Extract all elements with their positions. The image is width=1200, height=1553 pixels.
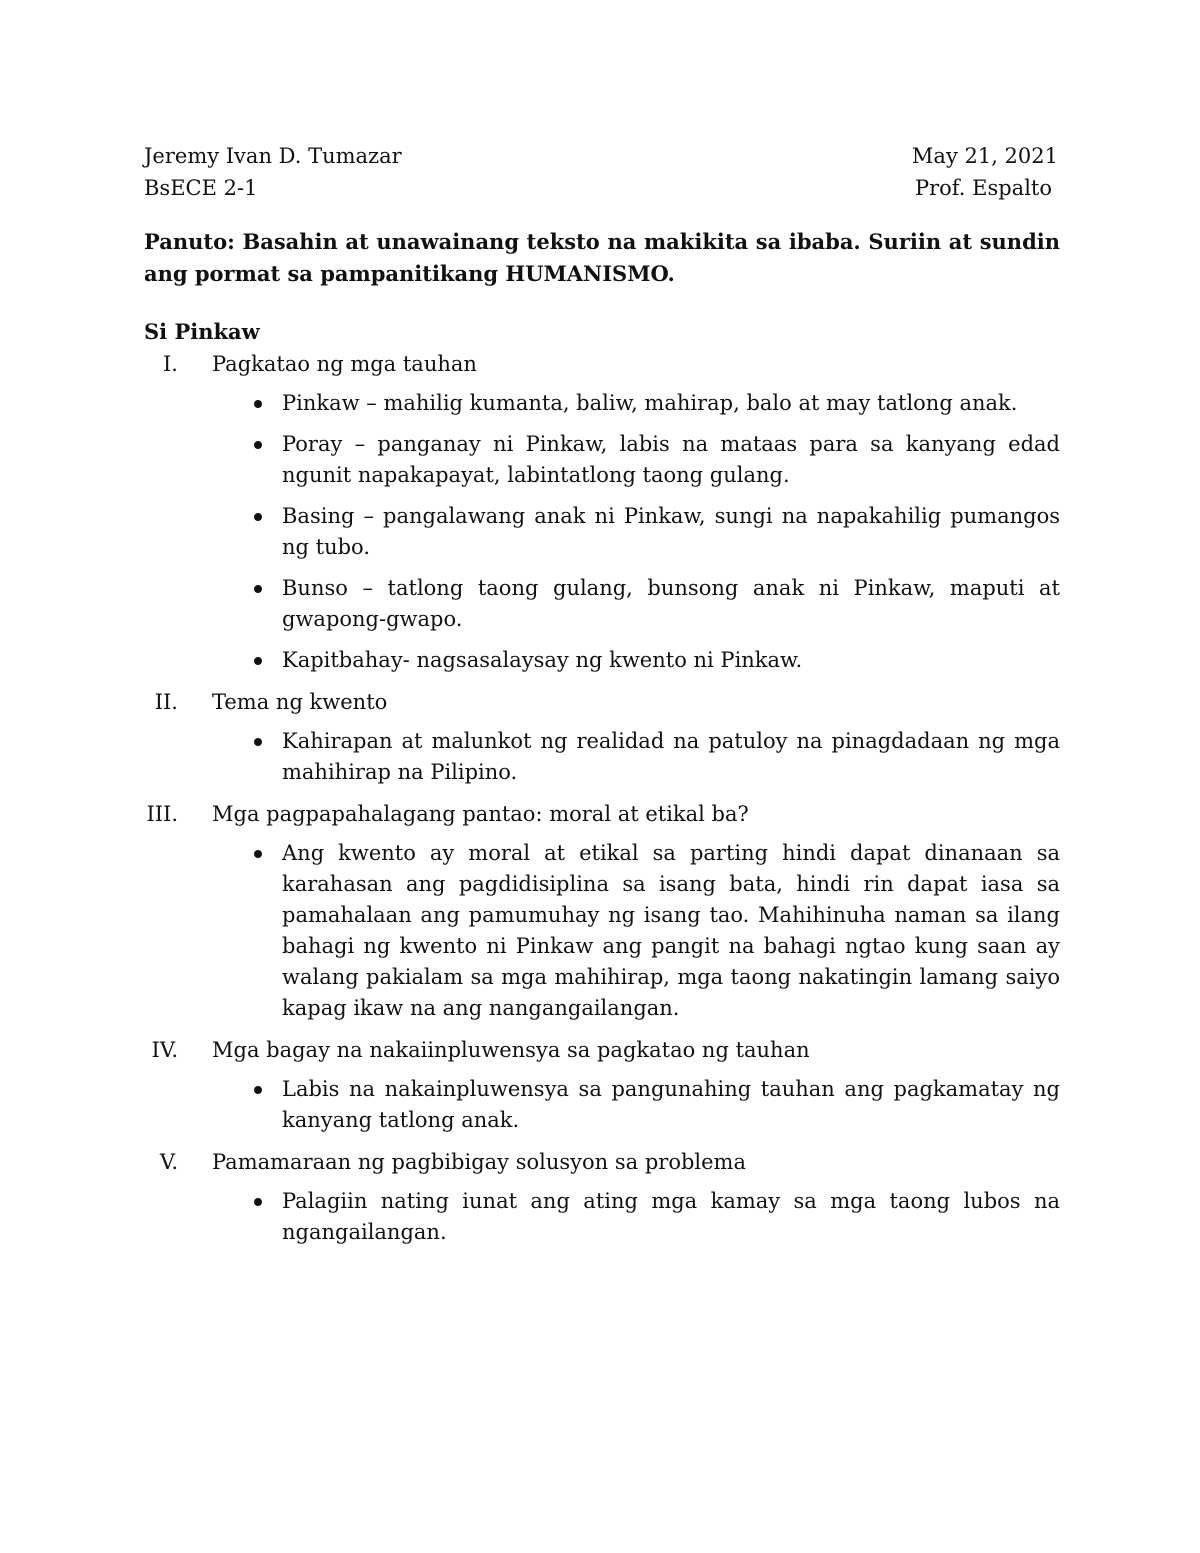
section-item (144, 686, 1060, 788)
section-heading: Pamamaraan ng pagbibigay solusyon sa problema (212, 1150, 746, 1174)
section-item (144, 348, 1060, 676)
bullet-text: Basing – pangalawang anak ni Pinkaw, sungi na napakahilig pumangos ng tubo. (282, 504, 1060, 559)
header-row-1 (144, 140, 1060, 172)
bullet-text: Poray – panganay ni Pinkaw, labis na mataas para sa kanyang edad ngunit napakapayat, labintatlong taong gulang. (282, 432, 1060, 487)
bullet-list (144, 1074, 1060, 1136)
bullet-item (144, 501, 1060, 563)
bullet-item (144, 1186, 1060, 1248)
student-name: Jeremy Ivan D. Tumazar (144, 144, 402, 168)
section-item (144, 1034, 1060, 1136)
bullet-item (144, 726, 1060, 788)
bullet-dot-icon (254, 400, 262, 408)
bullet-dot-icon (254, 738, 262, 746)
story-title: Si Pinkaw (144, 319, 260, 344)
section-number: I. (163, 352, 178, 376)
bullet-item (144, 1074, 1060, 1136)
bullet-item (144, 645, 1060, 676)
instructions-paragraph: Panuto: Basahin at unawainang teksto na makikita sa ibaba. Suriin at sundin ang pormat sa pampanitikang HUMANISMO. (144, 229, 1060, 286)
section-heading: Mga pagpapahalagang pantao: moral at etikal ba? (212, 802, 749, 826)
bullet-text: Pinkaw – mahilig kumanta, baliw, mahirap, balo at may tatlong anak. (282, 391, 1018, 415)
section-number: II. (154, 690, 178, 714)
section-number: III. (146, 802, 178, 826)
section-item (144, 1146, 1060, 1248)
bullet-text: Kahirapan at malunkot ng realidad na patuloy na pinagdadaan ng mga mahihirap na Pilipino. (282, 729, 1060, 784)
bullet-text: Palagiin nating iunat ang ating mga kamay sa mga taong lubos na ngangailangan. (282, 1189, 1060, 1244)
bullet-dot-icon (254, 1198, 262, 1206)
bullet-list (144, 1186, 1060, 1248)
student-section: BsECE 2-1 (144, 176, 258, 200)
bullet-dot-icon (254, 1086, 262, 1094)
header-row-2 (144, 172, 1060, 204)
bullet-list (144, 726, 1060, 788)
section-number: V. (159, 1150, 178, 1174)
bullet-item (144, 388, 1060, 419)
bullet-dot-icon (254, 513, 262, 521)
document-date: May 21, 2021 (911, 144, 1058, 168)
bullet-item (144, 838, 1060, 1024)
bullet-text: Labis na nakainpluwensya sa pangunahing tauhan ang pagkamatay ng kanyang tatlong anak. (282, 1077, 1060, 1132)
bullet-list (144, 838, 1060, 1024)
section-heading: Tema ng kwento (212, 690, 388, 714)
bullet-item (144, 573, 1060, 635)
bullet-text: Kapitbahay- nagsasalaysay ng kwento ni Pinkaw. (282, 648, 803, 672)
section-number: IV. (151, 1038, 178, 1062)
section-heading: Pagkatao ng mga tauhan (212, 352, 477, 376)
analysis-sections (144, 348, 1060, 1248)
bullet-dot-icon (254, 850, 262, 858)
professor-name: Prof. Espalto (914, 176, 1052, 200)
bullet-text: Ang kwento ay moral at etikal sa parting hindi dapat dinanaan sa karahasan ang pagdidisiplina sa isang bata, hindi rin dapat iasa sa pamahalaan ang pamumuhay ng isang tao. Mahihinuha naman sa ilang bahagi ng kwento ni Pinkaw ang pangit na bahagi ngtao kung saan ay walang pakialam sa mga mahihirap, mga taong nakatingin lamang saiyo kapag ikaw na ang nangangailangan. (282, 841, 1060, 1020)
bullet-item (144, 429, 1060, 491)
bullet-dot-icon (254, 441, 262, 449)
document-page (144, 140, 1060, 1258)
bullet-dot-icon (254, 585, 262, 593)
section-item (144, 798, 1060, 1024)
bullet-list (144, 388, 1060, 676)
bullet-text: Bunso – tatlong taong gulang, bunsong anak ni Pinkaw, maputi at gwapong-gwapo. (282, 576, 1060, 631)
section-heading: Mga bagay na nakaiinpluwensya sa pagkatao ng tauhan (212, 1038, 810, 1062)
bullet-dot-icon (254, 657, 262, 665)
